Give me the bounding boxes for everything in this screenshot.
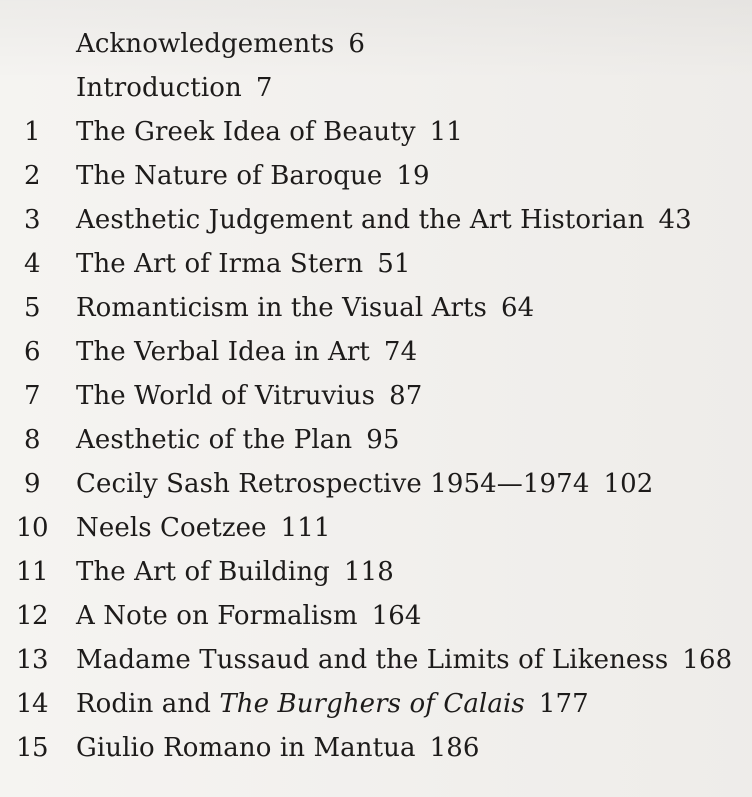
toc-entry-title-text: Aesthetic of the Plan bbox=[76, 425, 353, 455]
toc-entry-chapter-10 bbox=[0, 506, 752, 550]
toc-entry-chapter-7 bbox=[0, 374, 752, 418]
toc-entry-title bbox=[76, 594, 422, 638]
toc-entry-page-number: 111 bbox=[280, 513, 331, 543]
toc-entry-title-text: Romanticism in the Visual Arts bbox=[76, 293, 488, 323]
toc-entry-chapter-9 bbox=[0, 462, 752, 506]
toc-entry-chapter-15 bbox=[0, 726, 752, 770]
toc-entry-number: 12 bbox=[15, 601, 49, 631]
toc-entry-number: 8 bbox=[23, 425, 41, 455]
toc-entry-number: 1 bbox=[23, 117, 41, 147]
toc-entry-title-text: The Greek Idea of Beauty bbox=[76, 117, 416, 147]
toc-entry-title-text: Introduction bbox=[76, 73, 242, 103]
toc-entry-number: 15 bbox=[15, 733, 49, 763]
toc-entry-number: 9 bbox=[23, 469, 41, 499]
toc-entry-number: 5 bbox=[23, 293, 41, 323]
toc-entry-acknowledgements bbox=[0, 22, 752, 66]
toc-entry-title bbox=[76, 242, 411, 286]
toc-entry-page-number: 19 bbox=[396, 161, 430, 191]
toc-entry-chapter-6 bbox=[0, 330, 752, 374]
toc-entry-title-text: A Note on Formalism bbox=[76, 601, 358, 631]
toc-entry-title-text: Madame Tussaud and the Limits of Likeness bbox=[76, 645, 669, 675]
toc-entry-number: 6 bbox=[23, 337, 41, 367]
toc-entry-page-number: 164 bbox=[371, 601, 422, 631]
toc-entry-title-text: Aesthetic Judgement and the Art Historian bbox=[76, 205, 645, 235]
toc-entry-title-prefix: Rodin and bbox=[76, 689, 220, 719]
toc-entry-title-text: The Nature of Baroque bbox=[76, 161, 383, 191]
toc-entry-title bbox=[76, 682, 589, 726]
toc-entry-title bbox=[76, 154, 430, 198]
toc-entry-title-text: Cecily Sash Retrospective 1954—1974 bbox=[76, 469, 590, 499]
toc-entry-number: 2 bbox=[23, 161, 41, 191]
toc-entry-page-number: 51 bbox=[377, 249, 411, 279]
toc-entry-title bbox=[76, 550, 394, 594]
toc-entry-page-number: 43 bbox=[658, 205, 692, 235]
toc-entry-title bbox=[76, 418, 400, 462]
toc-entry-page-number: 168 bbox=[682, 645, 733, 675]
toc-entry-page-number: 7 bbox=[255, 73, 273, 103]
toc-entry-title bbox=[76, 198, 692, 242]
toc-entry-title bbox=[76, 506, 331, 550]
toc-entry-title bbox=[76, 330, 417, 374]
toc-entry-page-number: 74 bbox=[383, 337, 418, 367]
toc-entry-title-text: Giulio Romano in Mantua bbox=[76, 733, 416, 763]
toc-entry-title-text: The Verbal Idea in Art bbox=[76, 337, 370, 367]
toc-entry-title bbox=[76, 374, 422, 418]
toc-entry-introduction bbox=[0, 66, 752, 110]
toc-entry-number: 4 bbox=[23, 249, 41, 279]
toc-entry-title-text: The World of Vitruvius bbox=[76, 381, 376, 411]
toc-entry-title-text: The Art of Irma Stern bbox=[76, 249, 364, 279]
toc-entry-page-number: 11 bbox=[429, 117, 463, 147]
toc-entry-number: 14 bbox=[15, 689, 49, 719]
toc-entry-number: 13 bbox=[15, 645, 49, 675]
toc-entry-chapter-5 bbox=[0, 286, 752, 330]
toc-entry-number: 3 bbox=[23, 205, 41, 235]
toc-entry-chapter-12 bbox=[0, 594, 752, 638]
toc-entry-chapter-14 bbox=[0, 682, 752, 726]
toc-entry-number: 11 bbox=[15, 557, 49, 587]
toc-entry-title bbox=[76, 726, 480, 770]
toc-entry-number: 7 bbox=[23, 381, 41, 411]
toc-entry-title-text: Neels Coetzee bbox=[76, 513, 267, 543]
toc-entry-title bbox=[76, 66, 273, 110]
toc-entry-title bbox=[76, 110, 463, 154]
toc-entry-chapter-4 bbox=[0, 242, 752, 286]
toc-entry-chapter-2 bbox=[0, 154, 752, 198]
toc-entry-chapter-3 bbox=[0, 198, 752, 242]
toc-entry-title bbox=[76, 638, 732, 682]
toc-entry-page-number: 64 bbox=[501, 293, 535, 323]
toc-entry-chapter-13 bbox=[0, 638, 752, 682]
toc-entry-chapter-8 bbox=[0, 418, 752, 462]
toc-entry-page-number: 102 bbox=[603, 469, 654, 499]
toc-entry-title-italic: The Burghers of Calais bbox=[219, 689, 525, 719]
toc-entry-title-text: Acknowledgements bbox=[76, 29, 335, 59]
toc-entry-chapter-1 bbox=[0, 110, 752, 154]
toc-entry-page-number: 186 bbox=[429, 733, 480, 763]
toc-entry-page-number: 177 bbox=[538, 689, 589, 719]
toc-entry-title-text: The Art of Building bbox=[76, 557, 330, 587]
toc-entry-chapter-11 bbox=[0, 550, 752, 594]
toc-entry-title bbox=[76, 462, 653, 506]
toc-entry-title bbox=[76, 22, 365, 66]
toc-entry-title bbox=[76, 286, 534, 330]
toc-entry-number: 10 bbox=[15, 513, 49, 543]
toc-entry-page-number: 95 bbox=[366, 425, 400, 455]
toc-entry-page-number: 6 bbox=[348, 29, 365, 59]
toc-entry-page-number: 87 bbox=[389, 381, 423, 411]
table-of-contents bbox=[0, 22, 752, 770]
toc-entry-page-number: 118 bbox=[343, 557, 394, 587]
